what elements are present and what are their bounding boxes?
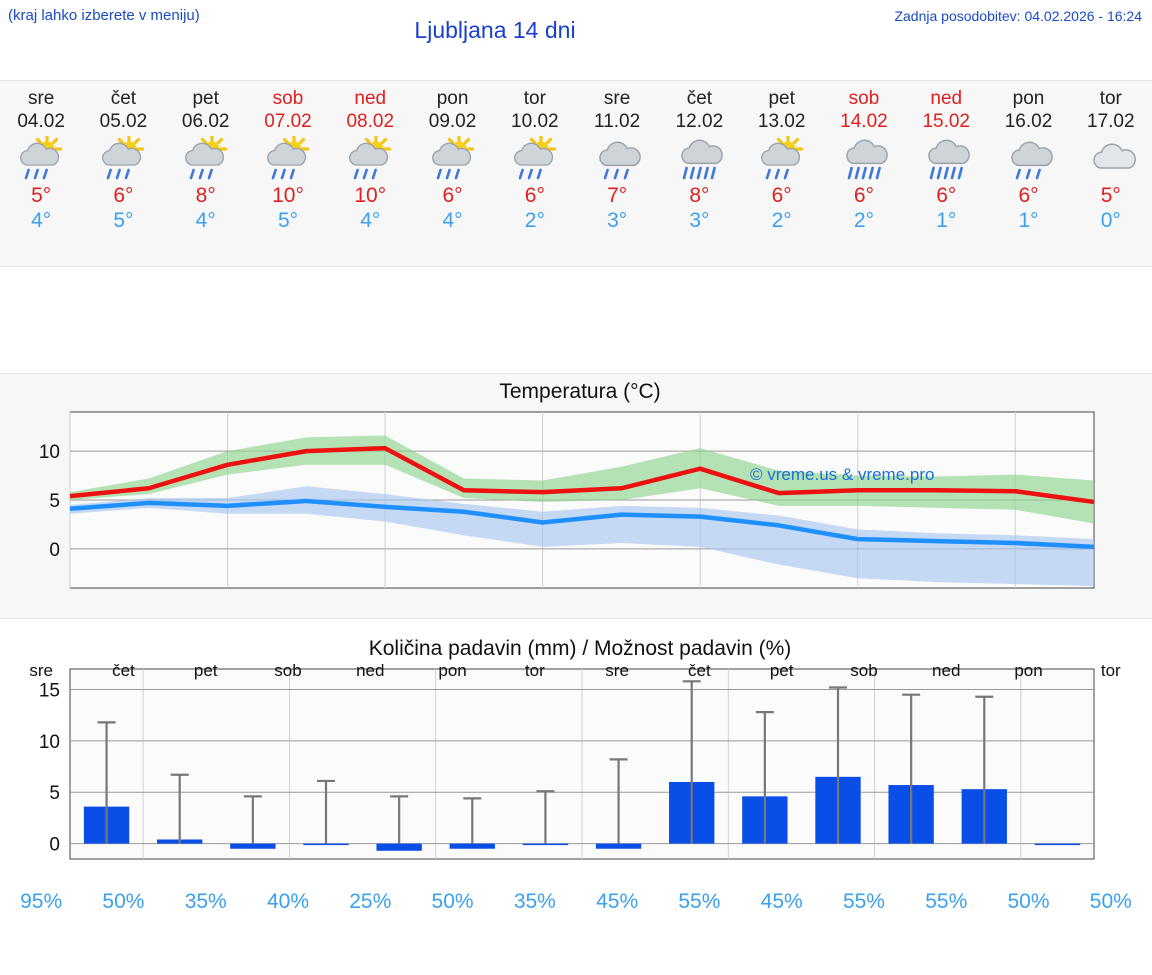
forecast-temp-min: 4°: [195, 209, 216, 232]
temperature-chart: [0, 373, 1152, 619]
forecast-day-name: tor: [523, 88, 546, 109]
sun-rain-icon: [427, 136, 479, 182]
forecast-day-1[interactable]: [82, 81, 164, 266]
precip-y-tick: 5: [49, 783, 60, 805]
forecast-weather-icon-wrap: [494, 135, 576, 183]
precip-probability: 55%: [842, 890, 885, 913]
forecast-day-0[interactable]: [0, 81, 82, 266]
precip-day-label: tor: [524, 661, 545, 680]
forecast-day-date: 16.02: [1004, 111, 1053, 132]
cloud-icon: [1085, 136, 1137, 182]
forecast-day-name: pet: [768, 88, 795, 109]
forecast-weather-icon-wrap: [741, 135, 823, 183]
forecast-day-2[interactable]: [165, 81, 247, 266]
precip-probability: 25%: [349, 890, 392, 913]
forecast-day-date: 17.02: [1087, 111, 1135, 132]
precip-bar: [1035, 844, 1080, 846]
forecast-temp-min: 3°: [689, 209, 710, 232]
forecast-temp-max: 6°: [936, 184, 957, 207]
forecast-day-name: sob: [272, 88, 304, 109]
forecast-day-name: tor: [1099, 88, 1122, 109]
forecast-day-date: 07.02: [264, 111, 312, 132]
precip-bar: [450, 844, 495, 849]
credit-label: © vreme.us & vreme.pro: [750, 465, 935, 484]
forecast-temp-min: 1°: [936, 209, 957, 232]
forecast-day-name: pon: [1012, 88, 1045, 109]
forecast-day-name: ned: [930, 88, 963, 109]
forecast-day-date: 15.02: [922, 111, 970, 132]
forecast-day-date: 09.02: [428, 111, 477, 132]
sun-rain-icon: [97, 136, 149, 182]
precip-y-tick: 0: [49, 834, 60, 856]
forecast-day-13[interactable]: [1070, 81, 1152, 266]
forecast-temp-max: 6°: [853, 184, 874, 207]
forecast-temp-max: 6°: [771, 184, 792, 207]
forecast-day-3[interactable]: [247, 81, 329, 266]
temp-y-tick: 0: [49, 539, 60, 561]
precipitation-chart: [0, 637, 1152, 927]
precip-day-label: pon: [1014, 661, 1043, 680]
forecast-weather-icon-wrap: [247, 135, 329, 183]
precip-probability: 50%: [1007, 890, 1050, 913]
forecast-day-date: 05.02: [99, 111, 148, 132]
precip-day-label: ned: [932, 661, 961, 680]
forecast-temp-min: 0°: [1100, 209, 1121, 232]
forecast-weather-icon-wrap: [905, 135, 987, 183]
forecast-temp-min: 2°: [853, 209, 874, 232]
precip-day-label: pet: [193, 661, 218, 680]
forecast-weather-icon-wrap: [0, 135, 82, 183]
cloud-heavy-rain-icon: [838, 136, 890, 182]
precip-bar: [523, 844, 568, 846]
forecast-day-5[interactable]: [411, 81, 493, 266]
precip-y-tick: 10: [38, 731, 60, 753]
precip-day-label: sre: [29, 661, 53, 680]
forecast-weather-icon-wrap: [82, 135, 164, 183]
precip-y-tick: 15: [38, 680, 60, 702]
forecast-temp-min: 4°: [442, 209, 463, 232]
forecast-weather-icon-wrap: [411, 135, 493, 183]
temperature-chart-title: Temperatura (°C): [499, 380, 661, 403]
precip-probability: 50%: [102, 890, 145, 913]
precip-probability: 55%: [678, 890, 721, 913]
forecast-temp-max: 5°: [31, 184, 52, 207]
precip-probability: 95%: [20, 890, 63, 913]
forecast-day-4[interactable]: [329, 81, 411, 266]
forecast-day-11[interactable]: [905, 81, 987, 266]
forecast-day-name: ned: [354, 88, 387, 109]
precipitation-day-labels: [0, 661, 1152, 681]
precip-probability: 50%: [1089, 890, 1132, 913]
forecast-day-9[interactable]: [741, 81, 823, 266]
forecast-day-name: sre: [27, 88, 55, 109]
sun-rain-icon: [180, 136, 232, 182]
forecast-temp-min: 4°: [31, 209, 52, 232]
forecast-weather-icon-wrap: [658, 135, 740, 183]
precip-day-label: čet: [112, 661, 135, 680]
page-title: Ljubljana 14 dni: [414, 17, 576, 43]
precip-probability: 35%: [184, 890, 227, 913]
precip-day-label: ned: [356, 661, 385, 680]
precip-bar: [596, 844, 641, 849]
precip-probability: 35%: [513, 890, 556, 913]
precip-probability: 55%: [925, 890, 968, 913]
forecast-day-name: čet: [686, 88, 713, 109]
precipitation-chart-title: Količina padavin (mm) / Možnost padavin (%): [368, 637, 792, 660]
precip-day-label: sob: [274, 661, 302, 680]
forecast-day-date: 11.02: [594, 111, 641, 132]
forecast-temp-max: 6°: [524, 184, 545, 207]
sun-rain-icon: [509, 136, 561, 182]
temp-y-tick: 10: [38, 442, 60, 464]
forecast-day-name: sob: [848, 88, 880, 109]
forecast-temp-max: 8°: [195, 184, 216, 207]
forecast-temp-max: 7°: [607, 184, 628, 207]
forecast-day-date: 14.02: [840, 111, 888, 132]
cloud-rain-icon: [1003, 136, 1055, 182]
forecast-day-7[interactable]: [576, 81, 658, 266]
forecast-day-date: 04.02: [17, 111, 65, 132]
temperature-svg: [0, 402, 1152, 614]
forecast-temp-min: 2°: [771, 209, 792, 232]
forecast-day-12[interactable]: [987, 81, 1069, 266]
precip-probability: 40%: [266, 890, 309, 913]
precip-day-label: pon: [438, 661, 467, 680]
precip-day-label: sre: [605, 661, 629, 680]
precip-probability: 50%: [431, 890, 474, 913]
forecast-day-name: pon: [436, 88, 469, 109]
cloud-rain-icon: [591, 136, 643, 182]
forecast-temp-max: 5°: [1100, 184, 1121, 207]
temperature-plot: [0, 402, 1152, 619]
precip-day-label: čet: [688, 661, 711, 680]
forecast-day-date: 10.02: [511, 111, 559, 132]
forecast-day-date: 08.02: [346, 111, 395, 132]
page-header: [0, 0, 1152, 50]
forecast-day-name: sre: [603, 88, 631, 109]
forecast-weather-icon-wrap: [987, 135, 1069, 183]
precip-day-label: sob: [850, 661, 878, 680]
forecast-weather-icon-wrap: [329, 135, 411, 183]
last-updated: Zadnja posodobitev: 04.02.2026 - 16:24: [894, 8, 1142, 24]
precip-day-label: pet: [769, 661, 794, 680]
forecast-temp-max: 10°: [354, 184, 387, 207]
forecast-temp-min: 1°: [1018, 209, 1039, 232]
forecast-weather-icon-wrap: [823, 135, 905, 183]
sun-rain-icon: [15, 136, 67, 182]
precip-day-label: tor: [1100, 661, 1121, 680]
forecast-temp-min: 5°: [113, 209, 134, 232]
forecast-day-8[interactable]: [658, 81, 740, 266]
sun-rain-icon: [756, 136, 808, 182]
forecast-temp-min: 4°: [360, 209, 381, 232]
forecast-day-date: 12.02: [675, 111, 724, 132]
forecast-weather-icon-wrap: [165, 135, 247, 183]
forecast-temp-max: 8°: [689, 184, 710, 207]
forecast-temp-min: 3°: [607, 209, 628, 232]
precip-probability: 45%: [596, 890, 639, 913]
menu-note: (kraj lahko izberete v meniju): [8, 7, 200, 24]
precipitation-probability-row: [0, 890, 1152, 914]
forecast-temp-max: 10°: [272, 184, 304, 207]
precip-bar: [376, 844, 421, 851]
forecast-day-name: čet: [110, 88, 137, 109]
precip-probability: 45%: [760, 890, 803, 913]
forecast-day-6[interactable]: [494, 81, 576, 266]
forecast-temp-max: 6°: [113, 184, 134, 207]
temp-y-tick: 5: [49, 491, 60, 512]
forecast-day-date: 06.02: [181, 111, 230, 132]
sun-rain-icon: [262, 136, 314, 182]
forecast-weather-icon-wrap: [576, 135, 658, 183]
forecast-weather-icon-wrap: [1070, 135, 1152, 183]
cloud-heavy-rain-icon: [920, 136, 972, 182]
forecast-strip: [0, 80, 1152, 267]
precip-bar: [230, 844, 275, 849]
sun-rain-icon: [344, 136, 396, 182]
precipitation-plot: [0, 659, 1152, 894]
forecast-temp-min: 5°: [277, 209, 299, 232]
forecast-day-name: pet: [192, 88, 219, 109]
forecast-temp-min: 2°: [524, 209, 545, 232]
forecast-day-10[interactable]: [823, 81, 905, 266]
cloud-heavy-rain-icon: [673, 136, 725, 182]
forecast-temp-max: 6°: [442, 184, 463, 207]
forecast-day-date: 13.02: [757, 111, 806, 132]
forecast-temp-max: 6°: [1018, 184, 1039, 207]
precipitation-svg: [0, 659, 1152, 889]
precip-bar: [303, 844, 348, 846]
